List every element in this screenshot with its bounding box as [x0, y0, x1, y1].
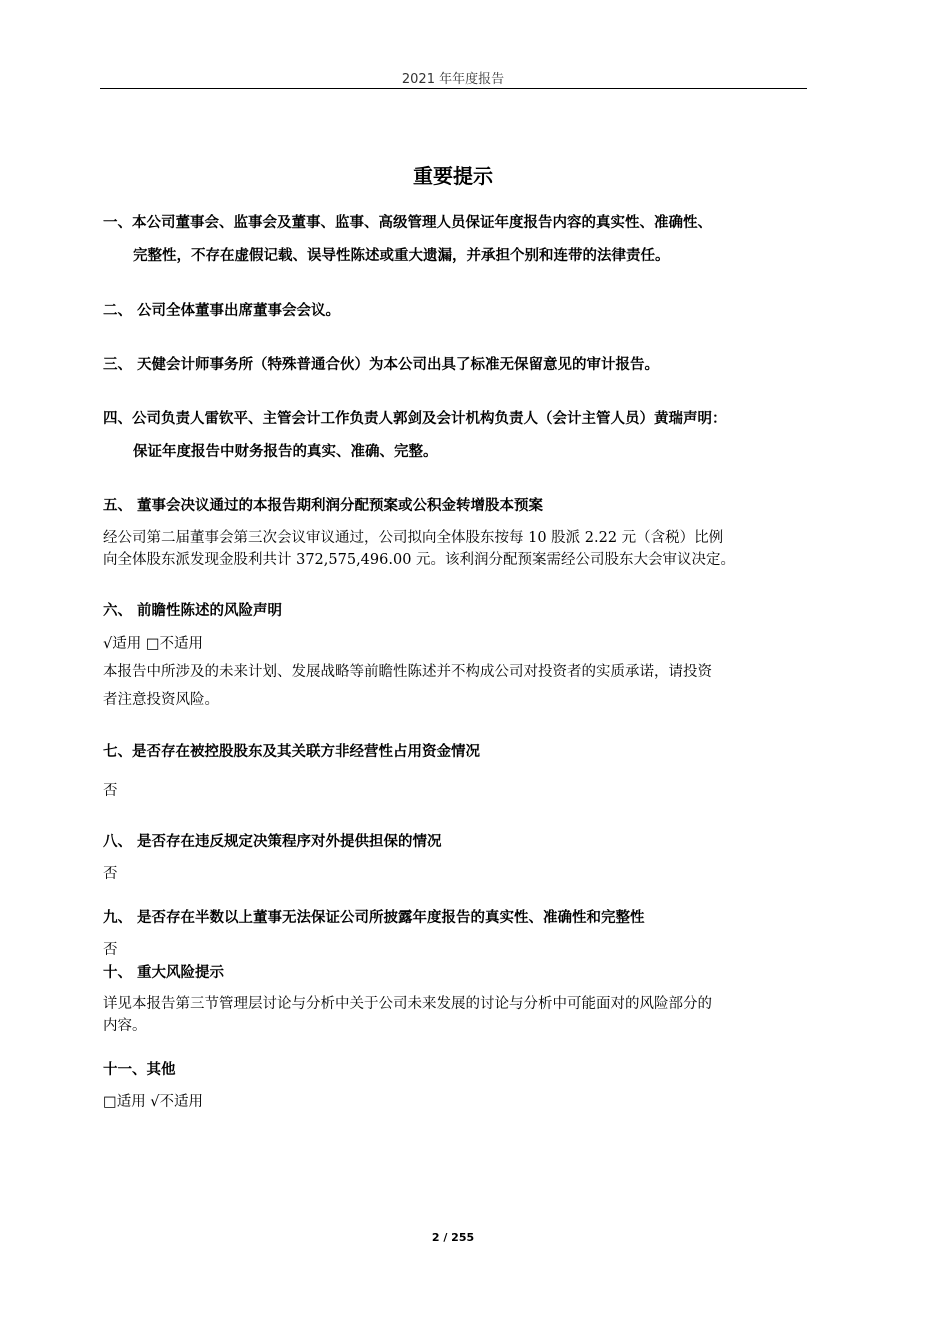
running-header: 2021 年年度报告: [401, 72, 505, 87]
item-nine-heading: 九、 是否存在半数以上董事无法保证公司所披露年度报告的真实性、准确性和完整性: [103, 910, 645, 926]
item-eight-heading: 八、 是否存在违反规定决策程序对外提供担保的情况: [103, 834, 442, 850]
item-five-body-line2: 向全体股东派发现金股利共计 372,575,496.00 元。该利润分配预案需经公司股东大会审议决定。: [103, 552, 736, 568]
item-six-body-line2: 者注意投资风险。: [103, 692, 219, 708]
item-four-line1: 四、公司负责人雷钦平、主管会计工作负责人郭剑及会计机构负责人（会计主管人员）黄瑞声明：: [103, 411, 727, 427]
item-ten-body-line1: 详见本报告第三节管理层讨论与分析中关于公司未来发展的讨论与分析中可能面对的风险部分的: [103, 996, 712, 1012]
item-one-line1: 一、本公司董事会、监事会及董事、监事、高级管理人员保证年度报告内容的真实性、准确性、: [103, 215, 712, 231]
page-title: 重要提示: [413, 164, 493, 188]
item-nine-answer: 否: [103, 942, 118, 958]
page-number: 2 / 255: [431, 1231, 475, 1244]
item-eight-answer: 否: [103, 866, 118, 882]
item-ten-body-line2: 内容。: [103, 1018, 147, 1034]
item-two: 二、 公司全体董事出席董事会会议。: [103, 303, 341, 319]
item-three: 三、 天健会计师事务所（特殊普通合伙）为本公司出具了标准无保留意见的审计报告。: [103, 357, 660, 373]
item-five-body-line1: 经公司第二届董事会第三次会议审议通过，公司拟向全体股东按每 10 股派 2.22 元（含税）比例: [103, 530, 724, 546]
item-six-body-line1: 本报告中所涉及的未来计划、发展战略等前瞻性陈述并不构成公司对投资者的实质承诺，请投资: [103, 664, 712, 680]
item-ten-heading: 十、 重大风险提示: [103, 965, 225, 981]
item-six-heading: 六、 前瞻性陈述的风险声明: [103, 603, 283, 619]
header-divider: [100, 88, 807, 89]
item-eleven-heading: 十一、其他: [103, 1062, 176, 1078]
item-seven-heading: 七、是否存在被控股股东及其关联方非经营性占用资金情况: [103, 744, 480, 760]
item-six-applicability: √适用 □不适用: [103, 636, 204, 652]
item-seven-answer: 否: [103, 783, 118, 799]
item-one-line2: 完整性，不存在虚假记载、误导性陈述或重大遗漏，并承担个别和连带的法律责任。: [133, 248, 670, 264]
item-eleven-applicability: □适用 √不适用: [103, 1094, 204, 1110]
item-four-line2: 保证年度报告中财务报告的真实、准确、完整。: [133, 444, 438, 460]
item-five-heading: 五、 董事会决议通过的本报告期利润分配预案或公积金转增股本预案: [103, 498, 544, 514]
